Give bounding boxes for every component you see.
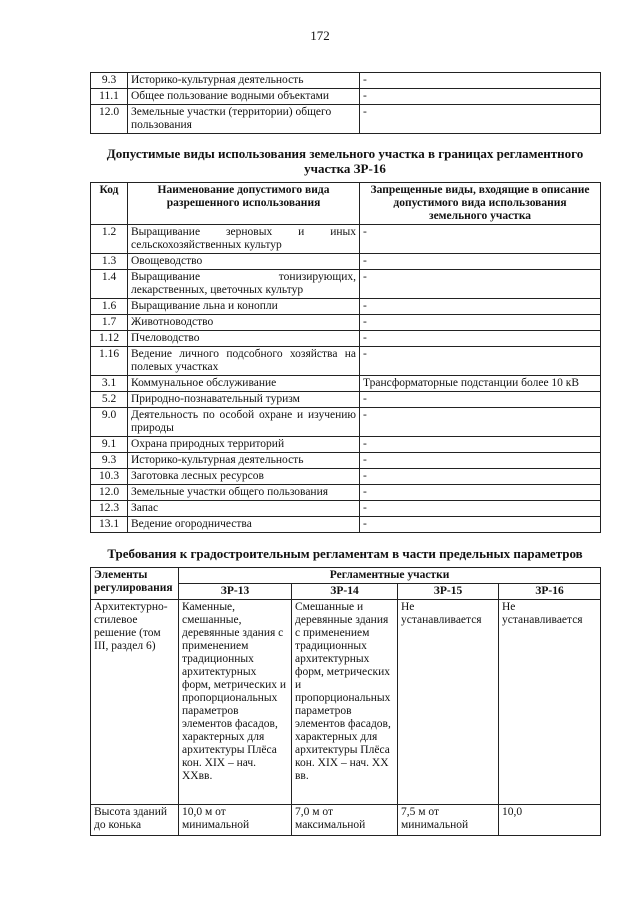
code-cell: 12.3: [91, 501, 128, 517]
forbidden-cell: -: [360, 392, 601, 408]
name-cell: Запас: [128, 501, 360, 517]
code-cell: 13.1: [91, 517, 128, 533]
page-number: 172: [310, 28, 330, 43]
value-cell: Смешанные и деревянные здания с применением традиционных архитектурных форм, метрических и пропорциональных параметров элементов фасадов, характерных для архитектуры Плёса кон. XIX – нач. XX вв.: [292, 600, 398, 805]
code-cell: 5.2: [91, 392, 128, 408]
forbidden-cell: -: [360, 225, 601, 254]
table-row: [91, 331, 601, 347]
table-row: [91, 437, 601, 453]
element-cell: Высота зданий до конька: [91, 805, 179, 836]
value-cell: Каменные, смешанные, деревянные здания с применением традиционных архитектурных форм, метрических и пропорциональных параметров элементов фасадов, характерных для архитектуры Плёса кон. XIX – нач. XXвв.: [179, 600, 292, 805]
forbidden-cell: -: [360, 299, 601, 315]
table-row: [91, 225, 601, 254]
table-row: [91, 501, 601, 517]
header-zone-zr16: ЗР-16: [499, 584, 601, 600]
header-zones: Регламентные участки: [179, 568, 601, 584]
table-row: [91, 89, 601, 105]
forbidden-cell: -: [360, 105, 601, 134]
table-permitted-uses-continued: [90, 72, 601, 134]
table-row: [91, 408, 601, 437]
code-cell: 1.6: [91, 299, 128, 315]
table-row: [91, 485, 601, 501]
table-parameters: [90, 567, 601, 836]
table-row: [91, 453, 601, 469]
table-row: [91, 392, 601, 408]
table-permitted-uses-zr16: [90, 182, 601, 533]
value-cell: 10,0 м от минимальной: [179, 805, 292, 836]
name-cell: Овощеводство: [128, 254, 360, 270]
element-cell: Архитектурно-стилевое решение (том III, раздел 6): [91, 600, 179, 805]
name-cell: Выращивание зерновых и иных сельскохозяйственных культур: [128, 225, 360, 254]
forbidden-cell: -: [360, 315, 601, 331]
value-cell: Не устанавливается: [398, 600, 499, 805]
value-cell: 7,0 м от максимальной: [292, 805, 398, 836]
name-cell: Животноводство: [128, 315, 360, 331]
table-row: [91, 376, 601, 392]
name-cell: Коммунальное обслуживание: [128, 376, 360, 392]
forbidden-cell: Трансформаторные подстанции более 10 кВ: [360, 376, 601, 392]
name-cell: Ведение огородничества: [128, 517, 360, 533]
code-cell: 1.12: [91, 331, 128, 347]
forbidden-cell: -: [360, 347, 601, 376]
table-row: [91, 299, 601, 315]
header-elements: Элементы регулирования: [91, 568, 179, 600]
name-cell: Выращивание тонизирующих, лекарственных, цветочных культур: [128, 270, 360, 299]
name-cell: Пчеловодство: [128, 331, 360, 347]
forbidden-cell: -: [360, 437, 601, 453]
code-cell: 3.1: [91, 376, 128, 392]
name-cell: Историко-культурная деятельность: [128, 73, 360, 89]
value-cell: 7,5 м от минимальной: [398, 805, 499, 836]
code-cell: 12.0: [91, 485, 128, 501]
name-cell: Ведение личного подсобного хозяйства на полевых участках: [128, 347, 360, 376]
header-zone-zr14: ЗР-14: [292, 584, 398, 600]
table-row: [91, 73, 601, 89]
forbidden-cell: -: [360, 73, 601, 89]
table-row: [91, 805, 601, 836]
value-cell: 10,0: [499, 805, 601, 836]
forbidden-cell: -: [360, 469, 601, 485]
table-row: [91, 315, 601, 331]
forbidden-cell: -: [360, 270, 601, 299]
header-zone-zr13: ЗР-13: [179, 584, 292, 600]
code-cell: 9.1: [91, 437, 128, 453]
code-cell: 1.2: [91, 225, 128, 254]
table-row: [91, 600, 601, 805]
code-cell: 10.3: [91, 469, 128, 485]
table-row: [91, 469, 601, 485]
table-row: [91, 254, 601, 270]
code-cell: 9.3: [91, 453, 128, 469]
name-cell: Выращивание льна и конопли: [128, 299, 360, 315]
header-zone-zr15: ЗР-15: [398, 584, 499, 600]
name-cell: Земельные участки общего пользования: [128, 485, 360, 501]
name-cell: Общее пользование водными объектами: [128, 89, 360, 105]
table-row: [91, 347, 601, 376]
code-cell: 1.16: [91, 347, 128, 376]
name-cell: Деятельность по особой охране и изучению природы: [128, 408, 360, 437]
code-cell: 1.4: [91, 270, 128, 299]
name-cell: Охрана природных территорий: [128, 437, 360, 453]
table-header-row: [91, 568, 601, 584]
header-code: Код: [91, 183, 128, 225]
header-forbidden: Запрещенные виды, входящие в описание допустимого вида использования земельного участка: [360, 183, 601, 225]
name-cell: Земельные участки (территории) общего пользования: [128, 105, 360, 134]
code-cell: 9.0: [91, 408, 128, 437]
forbidden-cell: -: [360, 408, 601, 437]
name-cell: Заготовка лесных ресурсов: [128, 469, 360, 485]
forbidden-cell: -: [360, 485, 601, 501]
forbidden-cell: -: [360, 89, 601, 105]
code-cell: 1.7: [91, 315, 128, 331]
forbidden-cell: -: [360, 331, 601, 347]
table-row: [91, 270, 601, 299]
table-header-row: [91, 183, 601, 225]
section-title-permitted-uses: Допустимые виды использования земельного участка в границах регламентного участка ЗР-16: [106, 146, 584, 176]
forbidden-cell: -: [360, 254, 601, 270]
value-cell: Не устанавливается: [499, 600, 601, 805]
table-row: [91, 105, 601, 134]
forbidden-cell: -: [360, 501, 601, 517]
name-cell: Историко-культурная деятельность: [128, 453, 360, 469]
section-title-parameters: Требования к градостроительным регламентам в части предельных параметров: [107, 546, 583, 561]
code-cell: 9.3: [91, 73, 128, 89]
code-cell: 11.1: [91, 89, 128, 105]
forbidden-cell: -: [360, 517, 601, 533]
forbidden-cell: -: [360, 453, 601, 469]
name-cell: Природно-познавательный туризм: [128, 392, 360, 408]
header-name: Наименование допустимого вида разрешенного использования: [128, 183, 360, 225]
code-cell: 12.0: [91, 105, 128, 134]
table-row: [91, 517, 601, 533]
code-cell: 1.3: [91, 254, 128, 270]
